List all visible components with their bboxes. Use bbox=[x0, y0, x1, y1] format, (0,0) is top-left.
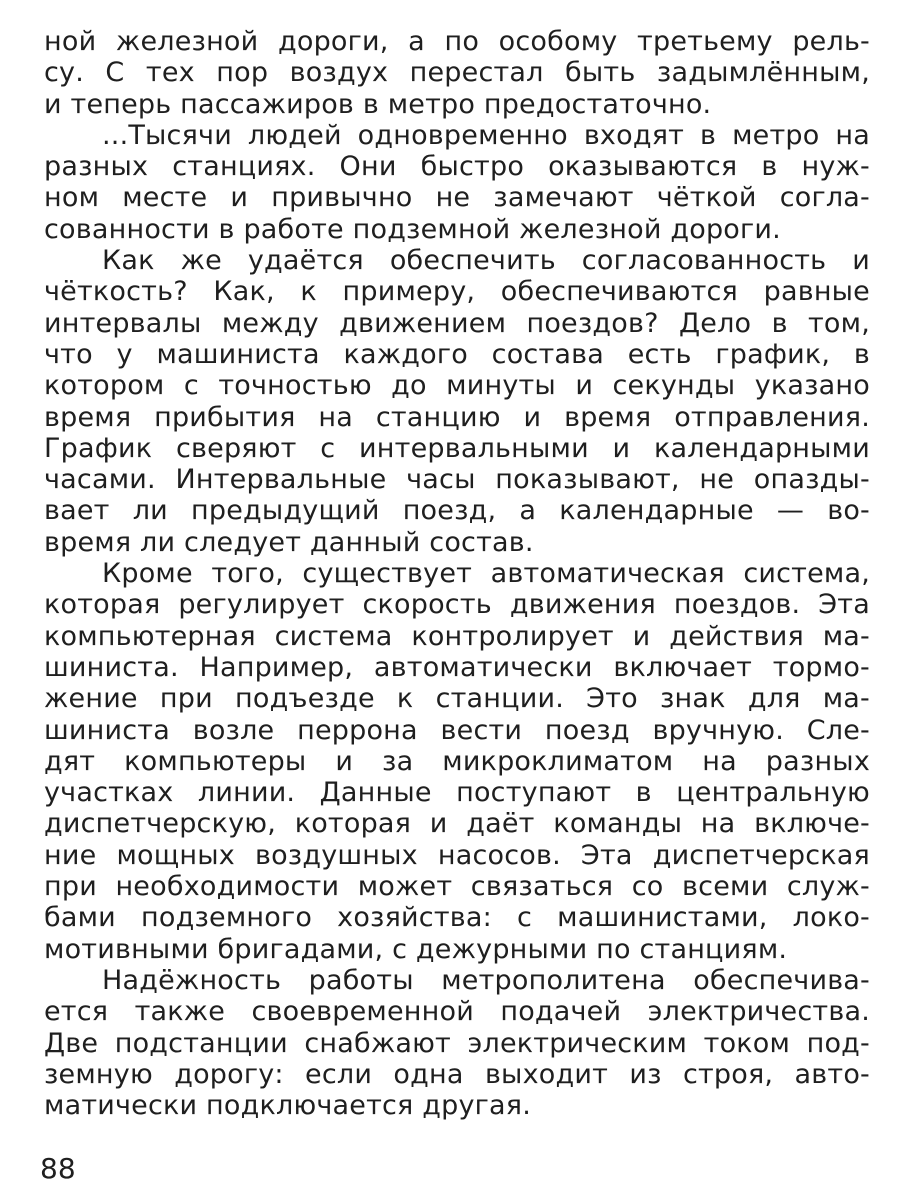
paragraph bbox=[44, 965, 870, 1121]
text-line: и теперь пассажиров в метро предостаточно. bbox=[44, 88, 712, 120]
page-text bbox=[44, 26, 870, 1121]
text-line: разных станциях. Они быстро оказываются в нуж- bbox=[44, 151, 870, 183]
text-line: чёткость? Как, к примеру, обеспечиваются равные bbox=[44, 276, 870, 308]
text-line: которая регулирует скорость движения поездов. Эта bbox=[44, 589, 870, 621]
text-line: сованности в работе подземной железной дороги. bbox=[44, 213, 781, 245]
text-line: Кроме того, существует автоматическая система, bbox=[102, 558, 870, 590]
paragraph bbox=[44, 120, 870, 245]
text-line: Надёжность работы метрополитена обеспечива- bbox=[102, 964, 870, 996]
paragraph bbox=[44, 245, 870, 558]
text-line: ...Тысячи людей одновременно входят в метро на bbox=[102, 119, 870, 151]
text-line: ется также своевременной подачей электричества. bbox=[44, 996, 870, 1028]
text-line: шиниста. Например, автоматически включает тормо- bbox=[44, 651, 870, 683]
text-line: что у машиниста каждого состава есть график, в bbox=[44, 338, 870, 370]
text-line: шиниста возле перрона вести поезд вручную. Сле- bbox=[44, 714, 870, 746]
text-line: интервалы между движением поездов? Дело в том, bbox=[44, 307, 870, 339]
text-line: дят компьютеры и за микроклиматом на разных bbox=[44, 745, 870, 777]
text-line: часами. Интервальные часы показывают, не опазды- bbox=[44, 464, 870, 496]
text-line: компьютерная система контролирует и действия ма- bbox=[44, 620, 870, 652]
text-line: ной железной дороги, а по особому третьему рель- bbox=[44, 26, 870, 57]
text-line: бами подземного хозяйства: с машинистами, локо- bbox=[44, 902, 870, 934]
text-line: ном месте и привычно не замечают чёткой согла- bbox=[44, 182, 870, 214]
text-line: вает ли предыдущий поезд, а календарные — во- bbox=[44, 495, 870, 527]
page-number: 88 bbox=[40, 1152, 76, 1185]
text-line: котором с точностью до минуты и секунды указано bbox=[44, 370, 870, 402]
text-line: участках линии. Данные поступают в центральную bbox=[44, 777, 870, 809]
text-line: земную дорогу: если одна выходит из строя, авто- bbox=[44, 1058, 870, 1090]
text-line: График сверяют с интервальными и календарными bbox=[44, 432, 870, 464]
paragraph bbox=[44, 558, 870, 965]
text-line: жение при подъезде к станции. Это знак для ма- bbox=[44, 683, 870, 715]
text-line: мотивными бригадами, с дежурными по станциям. bbox=[44, 933, 788, 965]
text-line: Две подстанции снабжают электрическим током под- bbox=[44, 1027, 870, 1059]
text-line: матически подключается другая. bbox=[44, 1090, 532, 1122]
paragraph bbox=[44, 26, 870, 120]
text-line: су. С тех пор воздух перестал быть задымлённым, bbox=[44, 57, 870, 89]
text-line: время ли следует данный состав. bbox=[44, 526, 534, 558]
text-line: ние мощных воздушных насосов. Эта диспетчерская bbox=[44, 839, 870, 871]
text-line: Как же удаётся обеспечить согласованность и bbox=[102, 245, 870, 277]
text-line: время прибытия на станцию и время отправления. bbox=[44, 401, 870, 433]
text-line: диспетчерскую, которая и даёт команды на включе- bbox=[44, 808, 870, 840]
text-line: при необходимости может связаться со всеми служ- bbox=[44, 871, 870, 903]
